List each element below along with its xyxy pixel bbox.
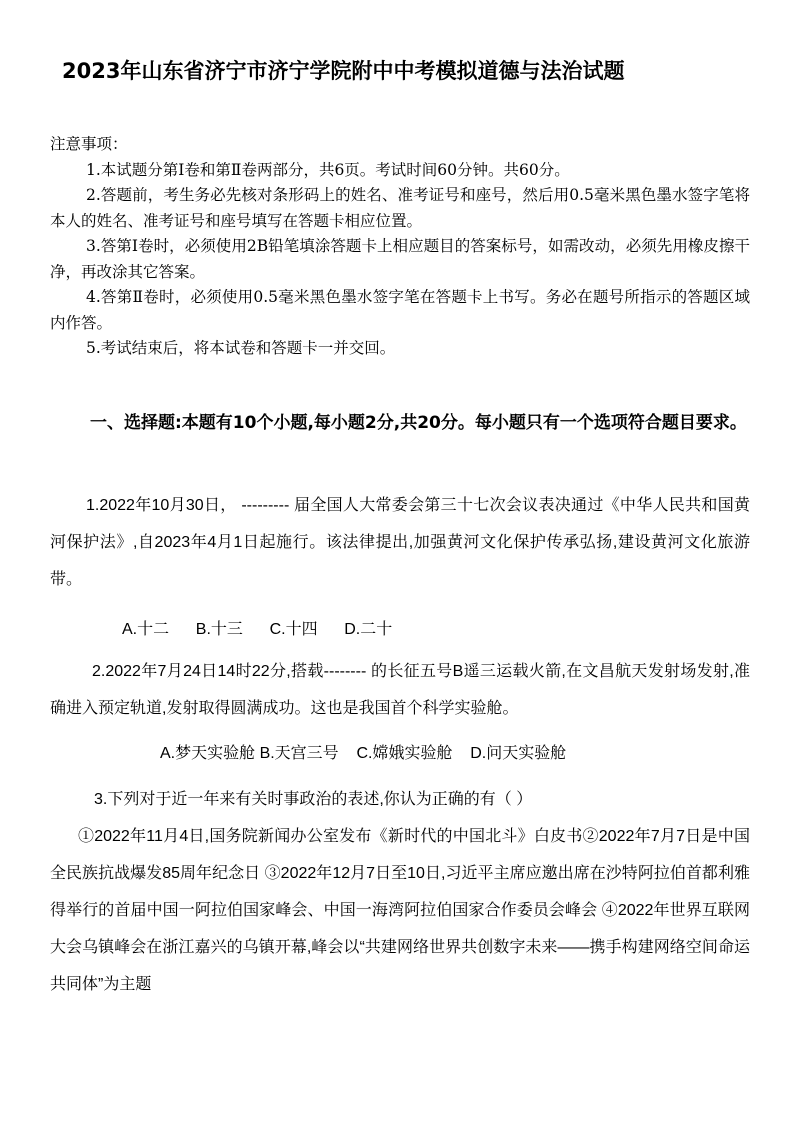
notice-item-3: 3.答第Ⅰ卷时，必须使用2B铅笔填涂答题卡上相应题目的答案标号，如需改动，必须先用橡皮擦干净，再改涂其它答案。 — [50, 237, 750, 281]
question-2-stem: 2.2022年7月24日14时22分,搭载-------- 的长征五号B遥三运载火箭,在文昌航天发射场发射,准确进入预定轨道,发射取得圆满成功。这也是我国首个科学实验舱。 — [50, 663, 750, 717]
question-1-stem: 1.2022年10月30日， --------- 届全国人大常委会第三十七次会议表决通过《中华人民共和国黄河保护法》,自2023年4月1日起施行。该法律提出,加强黄河文化保护传承弘扬,建设黄河文化旅游带。 — [50, 497, 750, 588]
section-heading: 一、选择题:本题有10个小题,每小题2分,共20分。每小题只有一个选项符合题目要求。 — [90, 413, 747, 433]
question-3-stem: 3.下列对于近一年来有关时事政治的表述,你认为正确的有（ ） — [94, 791, 533, 808]
notice-item-2: 2.答题前，考生务必先核对条形码上的姓名、准考证号和座号，然后用0.5毫米黑色墨水签字笔将本人的姓名、准考证号和座号填写在答题卡相应位置。 — [50, 186, 750, 230]
notice-item-1: 1.本试题分第Ⅰ卷和第Ⅱ卷两部分，共6页。考试时间60分钟。共60分。 — [86, 160, 570, 179]
notice-item-4: 4.答第Ⅱ卷时，必须使用0.5毫米黑色墨水签字笔在答题卡上书写。务必在题号所指示的答题区域内作答。 — [50, 288, 750, 332]
notice-block — [50, 132, 750, 362]
question-2-options: A.梦天实验舱 B.天宫三号 C.嫦娥实验舱 D.问天实验舱 — [160, 745, 567, 762]
notice-heading: 注意事项： — [50, 135, 128, 153]
notice-item-5: 5.考试结束后，将本试卷和答题卡一并交回。 — [86, 339, 396, 357]
exam-title: 2023年山东省济宁市济宁学院附中中考模拟道德与法治试题 — [62, 59, 625, 83]
question-3-body: ①2022年11月4日,国务院新闻办公室发布《新时代的中国北斗》白皮书②2022年7月7日是中国全民族抗战爆发85周年纪念日 ③2022年12月7日至10日,习近平主席应邀出席在沙特阿拉伯首都利雅得举行的首届中国一阿拉伯国家峰会、中国一海湾阿拉伯国家合作委员会峰会 ④2022年世界互联网大会乌镇峰会在浙江嘉兴的乌镇开幕,峰会以“共建网络世界共创数字未来——携手构建网络空间命运共同体”为主题 — [50, 828, 750, 993]
question-1-options: A.十二 B.十三 C.十四 D.二十 — [122, 621, 393, 638]
